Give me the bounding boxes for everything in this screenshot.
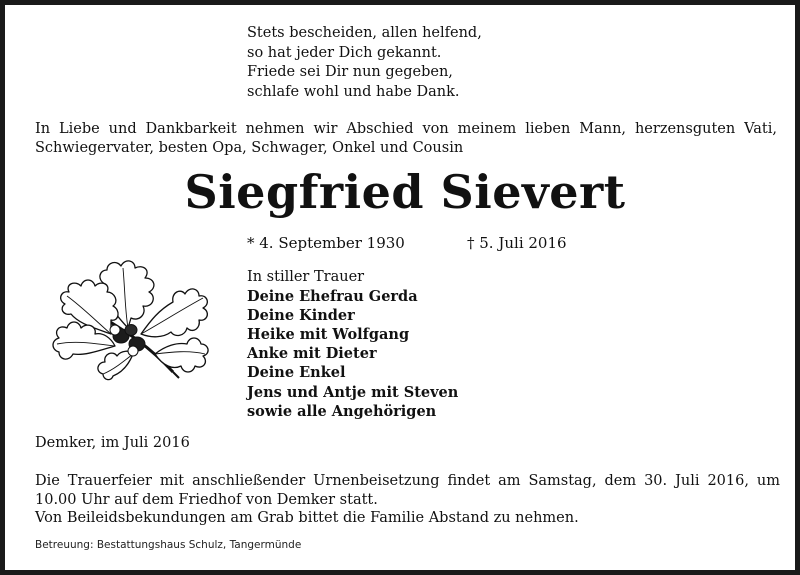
poem-line: schlafe wohl und habe Dank. [247, 83, 460, 100]
poem-line: so hat jeder Dich gekannt. [247, 44, 442, 61]
mourner-entry: Deine Enkel [247, 364, 346, 382]
mourners-list [247, 268, 458, 421]
death-date: † 5. Juli 2016 [467, 234, 567, 252]
mourner-entry: Heike mit Wolfgang [247, 326, 410, 344]
birth-date: * 4. September 1930 [247, 234, 405, 252]
funeral-home-credit: Betreuung: Bestattungshaus Schulz, Tangermünde [35, 539, 302, 551]
ceremony-info [35, 472, 780, 528]
mourner-entry: sowie alle Angehörigen [247, 402, 437, 420]
mourner-entry: Deine Ehefrau Gerda [247, 288, 418, 306]
mourner-entry: Deine Kinder [247, 307, 355, 325]
ceremony-text: Die Trauerfeier mit anschließender Urnenbeisetzung findet am Samstag, dem 30. Juli 2016, um 10.00 Uhr auf dem Friedhof von Demker statt. [35, 473, 780, 508]
poem-line: Friede sei Dir nun gegeben, [247, 64, 453, 80]
poem-line: Stets bescheiden, allen helfend, [247, 25, 482, 41]
poem [247, 24, 482, 102]
mourner-entry: Anke mit Dieter [247, 345, 377, 363]
deceased-name: Siegfried Sievert [184, 165, 626, 219]
place-and-date: Demker, im Juli 2016 [35, 435, 190, 451]
mourners-lead: In stiller Trauer [247, 269, 365, 285]
condolence-note: Von Beileidsbekundungen am Grab bittet die Familie Abstand zu nehmen. [35, 510, 579, 526]
oak-leaf-acorn-icon [33, 250, 218, 385]
mourner-entry: Jens und Antje mit Steven [247, 383, 459, 401]
intro-text: In Liebe und Dankbarkeit nehmen wir Abschied von meinem lieben Mann, herzensguten Vati, Schwiegervater, besten Opa, Schwager, Onkel und Cousin [35, 121, 777, 156]
